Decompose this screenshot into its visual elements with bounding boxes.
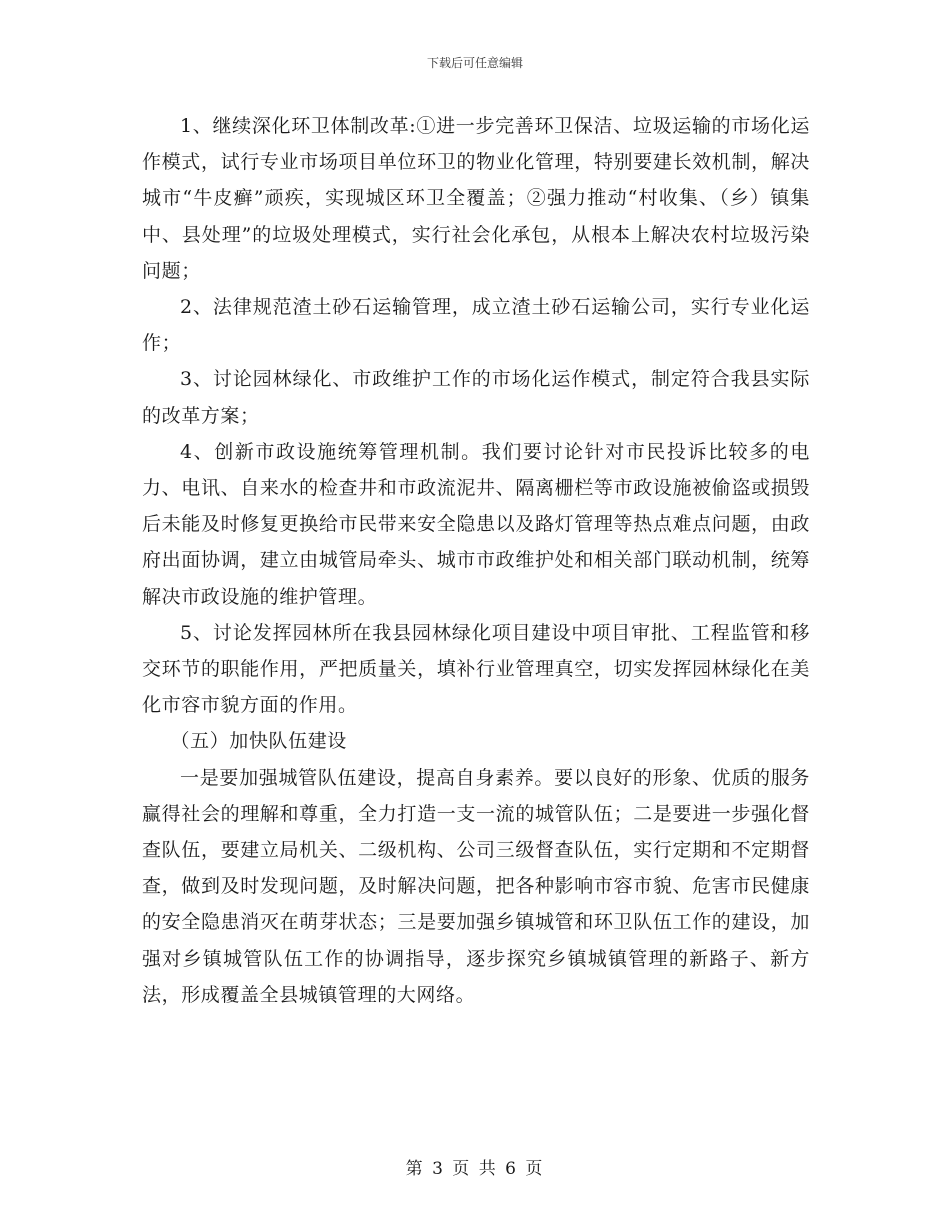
paragraph-item-4: 4、创新市政设施统筹管理机制。我们要讨论针对市民投诉比较多的电力、电讯、自来水的检查井和市政流泥井、隔离栅栏等市政设施被偷盗或损毁后未能及时修复更换给市民带来安全隐患以及路灯管理等热点难点问题，由政府出面协调，建立由城管局牵头、城市市政维护处和相关部门联动机制，统筹解决市政设施的维护管理。 <box>142 440 810 608</box>
section-heading: （五）加快队伍建设 <box>170 730 347 753</box>
paragraph-team-building: 一是要加强城管队伍建设，提高自身素养。要以良好的形象、优质的服务赢得社会的理解和尊重，全力打造一支一流的城管队伍；二是要进一步强化督查队伍，要建立局机关、二级机构、公司三级督查队伍，实行定期和不定期督查，做到及时发现问题，及时解决问题，把各种影响市容市貌、危害市民健康的安全隐患消灭在萌芽状态；三是要加强乡镇城管和环卫队伍工作的建设，加强对乡镇城管队伍工作的协调指导，逐步探究乡镇城镇管理的新路子、新方法，形成覆盖全县城镇管理的大网络。 <box>142 766 810 1006</box>
header-note: 下载后可任意编辑 <box>426 56 523 70</box>
paragraph-item-1: 1、继续深化环卫体制改革:①进一步完善环卫保洁、垃圾运输的市场化运作模式，试行专业市场项目单位环卫的物业化管理，特别要建长效机制，解决城市“牛皮癣”顽疾，实现城区环卫全覆盖；②强力推动“村收集、（乡）镇集中、县处理”的垃圾处理模式，实行社会化承包，从根本上解决农村垃圾污染问题； <box>142 115 810 282</box>
paragraph-item-3: 3、讨论园林绿化、市政维护工作的市场化运作模式，制定符合我县实际的改革方案； <box>142 368 810 427</box>
paragraph-item-5: 5、讨论发挥园林所在我县园林绿化项目建设中项目审批、工程监管和移交环节的职能作用，严把质量关，填补行业管理真空，切实发挥园林绿化在美化市容市貌方面的作用。 <box>142 621 810 717</box>
body-text <box>142 108 810 1013</box>
page-number: 第 3 页 共 6 页 <box>405 1159 545 1179</box>
paragraph-item-2: 2、法律规范渣土砂石运输管理，成立渣土砂石运输公司，实行专业化运作； <box>142 296 810 355</box>
